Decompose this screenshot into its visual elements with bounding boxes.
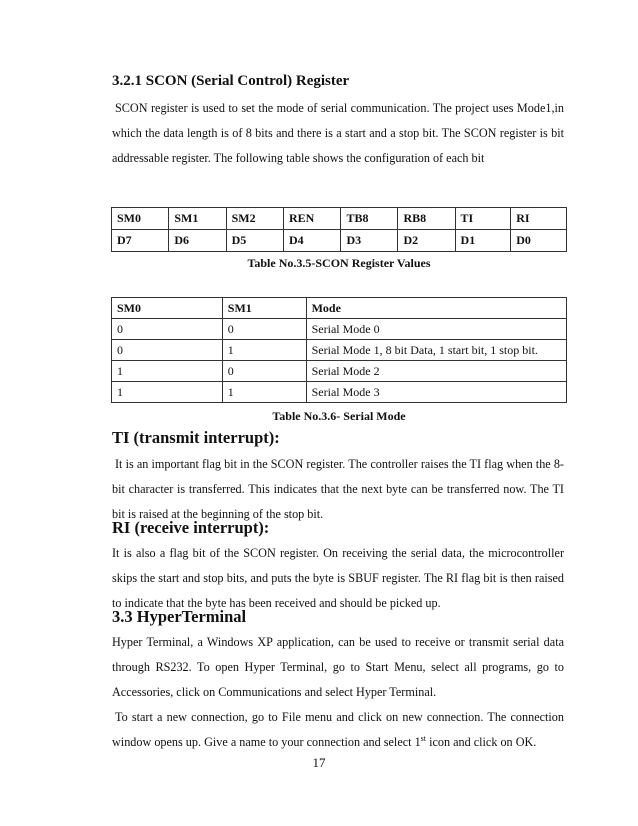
table-cell: 1 — [222, 382, 306, 403]
table-cell: D5 — [226, 230, 283, 252]
table-cell: Serial Mode 0 — [306, 319, 566, 340]
scon-bits-table — [111, 207, 567, 252]
table-cell: 0 — [222, 319, 306, 340]
table-cell: D2 — [398, 230, 455, 252]
p2-end: icon and click on OK. — [426, 735, 537, 749]
table-cell: 1 — [222, 340, 306, 361]
table-row — [112, 361, 567, 382]
table-cell: TI — [455, 208, 511, 230]
table-row — [112, 319, 567, 340]
hyperterminal-paragraph-2 — [112, 705, 564, 755]
table-cell: Serial Mode 2 — [306, 361, 566, 382]
p2-superscript: st — [420, 733, 427, 743]
table-cell: D3 — [341, 230, 398, 252]
table-header-cell: Mode — [306, 298, 566, 319]
table-header-row — [112, 298, 567, 319]
table-cell: Serial Mode 3 — [306, 382, 566, 403]
hyperterminal-paragraph-1: Hyper Terminal, a Windows XP application, can be used to receive or transmit serial data through RS232. To open Hyper Terminal, go to Start Menu, select all programs, go to Accessories, click on Communications and select Hyper Terminal. — [112, 635, 564, 699]
p2-start: To start a new connection, go to File menu and click on new connection. The connection window opens up. Give a name to your connection and select 1 — [112, 710, 564, 749]
hyperterminal-heading: 3.3 HyperTerminal — [112, 607, 247, 626]
table-cell: 0 — [112, 319, 223, 340]
table-header-cell: SM1 — [222, 298, 306, 319]
ti-paragraph: It is an important flag bit in the SCON register. The controller raises the TI flag when the 8-bit character is transferred. This indicates that the next byte can be transferred now. The TI bit is raised at the beginning of the stop bit. — [112, 457, 564, 521]
table2-caption: Table No.3.6- Serial Mode — [272, 409, 406, 423]
table-cell: 1 — [112, 382, 223, 403]
table-cell: D4 — [283, 230, 341, 252]
table-cell: SM2 — [226, 208, 283, 230]
table-cell: D0 — [511, 230, 567, 252]
page-number: 17 — [312, 755, 326, 770]
table-cell: 0 — [112, 340, 223, 361]
table-cell: D1 — [455, 230, 511, 252]
table-cell: Serial Mode 1, 8 bit Data, 1 start bit, 1 stop bit. — [306, 340, 566, 361]
table-cell: REN — [283, 208, 341, 230]
table-cell: RB8 — [398, 208, 455, 230]
ri-paragraph: It is also a flag bit of the SCON register. On receiving the serial data, the microcontroller skips the start and stop bits, and puts the byte is SBUF register. The RI flag bit is then raised to indicate that the byte has been received and should be picked up. — [112, 546, 564, 610]
intro-paragraph: SCON register is used to set the mode of serial communication. The project uses Mode1,in which the data length is of 8 bits and there is a start and a stop bit. The SCON register is bit addressable register. The following table shows the configuration of each bit — [112, 101, 564, 165]
table-cell: TB8 — [341, 208, 398, 230]
table-row — [112, 208, 567, 230]
table-row — [112, 340, 567, 361]
table-cell: 0 — [222, 361, 306, 382]
table-cell: SM1 — [169, 208, 226, 230]
table-header-cell: SM0 — [112, 298, 223, 319]
ri-heading: RI (receive interrupt): — [112, 518, 270, 537]
table-cell: 1 — [112, 361, 223, 382]
table-row — [112, 382, 567, 403]
table-cell: RI — [511, 208, 567, 230]
table-cell: SM0 — [112, 208, 169, 230]
table-cell: D6 — [169, 230, 226, 252]
table-cell: D7 — [112, 230, 169, 252]
serial-mode-table — [111, 297, 567, 403]
table-row — [112, 230, 567, 252]
table1-caption: Table No.3.5-SCON Register Values — [247, 256, 431, 270]
ti-heading: TI (transmit interrupt): — [112, 428, 280, 447]
section-title: 3.2.1 SCON (Serial Control) Register — [112, 73, 350, 89]
